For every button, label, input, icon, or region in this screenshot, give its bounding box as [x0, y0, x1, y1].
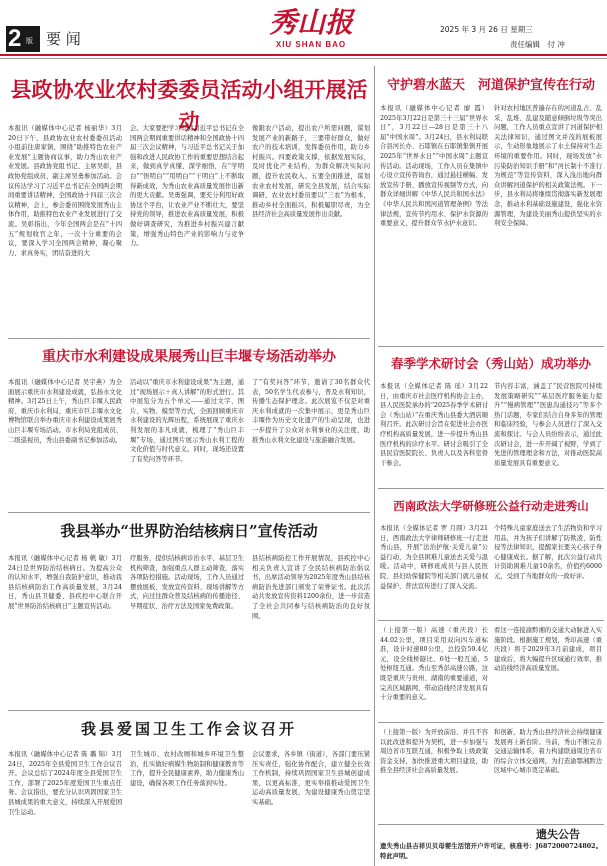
- article6-col2-text: 疗服务，提供结核病诊治水平、基层卫生机构筛查，加强重点人群主动筛查，落实各项防控措施。活动现场，工作人员通过摆放展板、发放宣传资料、现场讲解等方式，向过往群众普及结核病的传播途径、早期症状、治疗方法及国家免费政策。: [130, 555, 244, 610]
- article2-col1: [380, 104, 488, 342]
- page-number-suffix: 版: [26, 37, 33, 45]
- article7-title: 我县爱国卫生工作会议召开: [80, 720, 297, 738]
- masthead-pinyin: XIU SHAN BAO: [275, 40, 347, 49]
- article5-col2-text: 个特殊儿童家庭送去了生活物资和学习用品，并为孩子们讲解了防欺凌、防性侵等法律知识，提醒家长要关心孩子身心健康成长。据了解，此次公益行动共计资助困难儿童10余名，价值约6000元，受到了当地群众的一致好评。: [494, 525, 602, 580]
- article7-col1: [8, 750, 122, 860]
- article3-col3: [252, 378, 370, 508]
- brief-2-text: （上接第一版）为开放前沿、并且不容以此改进和提升为契机，进一步加强与周边省市互联互通，积极争取上级政策资金支持，加快推进重大项目建设，助推全县经济社会高质量发展。: [380, 729, 488, 775]
- article6-col2: [130, 554, 244, 704]
- article6-col3-text: 县结核病防控工作开展情况，县疾控中心相关负责人宣讲了全民结核病防治倡议书，出席活动领导为2025年度秀山县结核病防治先进部门颁发了荣誉证书。此次活动共发放宣传资料1200余份，进一步营造了全社会共同参与结核病防治的良好氛围。: [252, 555, 370, 620]
- brief-4-text: 和创新，助力秀山县经济社会持续健康发展再上新台阶。当前，秀山不断完善交通运输体系，着力构建联通周边省市的综合立体交通网，为打造渝鄂湘黔边区域中心城市奠定基础。: [494, 729, 602, 775]
- brief-3: [494, 626, 602, 718]
- article3-col3-text: 了“有奖问答”环节，邀请了30名群众代表，50名学生代表参与，普及水利知识，传播生态保护理念。此次展览不仅是对重庆水利成就的一次集中展示，更是秀山巨丰堰作为历史文化遗产的生动呈现，也进一步提升了公众对水利事业的关注度，助推秀山水利文化建设与旅游融合发展。: [252, 379, 370, 444]
- issue-date: 2025 年 3 月 26 日 星期三: [440, 25, 533, 34]
- brief-3-text: 看这一连接渝黔湘的交通大动脉进入实施阶段。根据施工规划，秀印高速（重庆段）将于2029年3月前建成，项目建成后，将大幅提升区域通行效率，推动沿线经济高质量发展。: [494, 627, 602, 673]
- editor-credit: 责任编辑 付 冲: [510, 40, 565, 49]
- article7-col3-text: 会议要求，各乡镇（街道）、各部门要压紧压实责任，强化协作配合，建立健全长效工作机制，持续巩固国家卫生县城创建成果，以更高标准、更实举措推动爱国卫生运动高质量发展，为建设健康秀山奠定坚实基础。: [252, 751, 370, 806]
- article5-col2: [494, 524, 602, 616]
- article5-col1-text: 本报讯（全媒体记者 罗 月圆）3月21日，西南政法大学律师研修班一行走进秀山县，开展“法治护航·关爱儿童”公益行动，为全县困难儿童送去关爱与温暖。活动中，研修班成员与县人民医院、县妇幼保健院等相关部门就儿童权益保护、普法宣传进行了深入交流。: [380, 525, 488, 590]
- article7-col2: [130, 750, 244, 860]
- divider-2: [8, 512, 370, 513]
- article6-title: 我县举办“世界防治结核病日”宣传活动: [60, 522, 318, 540]
- article5-col1: [380, 524, 488, 616]
- article4-col2-text: 节内容丰富，涵盖了“民营医院可持续发展策略研究”“基层医疗服务能力提升”“慢病管理”“医患沟通技巧”等多个热门话题，专家们结合自身多年的管理和临床经验，与参会人员进行了深入交流和探讨。与会人员纷纷表示，通过此次研讨会，进一步开阔了视野，学到了先进的管理理念和方法，对推动医院高质量发展具有重要意义。: [494, 383, 602, 467]
- masthead: 秀山报: [268, 6, 353, 39]
- article6-col1-text: 本报讯（融媒体中心记者 杨 帆 敏）3月24日是世界防治结核病日。为提高公众的认知水平，增强自我防护意识，推动我县结核病防治工作高质量发展，3月24日，秀山县卫健委、县疾控中心联合开展“世界防治结核病日”主题宣传活动。: [8, 555, 122, 610]
- divider-4: [378, 346, 604, 347]
- article2-col1-text: 本报讯（融媒体中心记者 廖 霞）2025年3月22日是第三十三届“世界水日”，3月22日—28日是第三十八届“中国水周”。3月24日，县水利局联合县河长办、石耶镇在石耶镇集镇开展2025年“世界水日”“中国水周”主题宣传活动。活动现场，工作人员在集镇中心设立宣传咨询台，通过悬挂横幅、发放宣传手册、播放宣传视频等方式，向群众详细讲解《中华人民共和国水法》《中华人民共和国河道管理条例》等法律法规，宣传节约用水、保护水资源的重要意义，提升群众节水护水意识。: [380, 105, 488, 228]
- article1-col1: [8, 124, 122, 334]
- article3-col2: [130, 378, 244, 508]
- lost-notice-title: 遗失公告: [536, 828, 580, 841]
- header-rule-thin: [0, 58, 607, 59]
- divider-7: [378, 722, 604, 723]
- article4-col1-text: 本报讯（全媒体记者 陈 瑶）3月22日，由重庆市社会医疗机构协会主办，县人民医院承办的“2025春季学术研讨会（秀山站）”在重庆秀山县委大酒店顺利召开。此次研讨会旨在促进社会办医疗机构高质量发展，进一步提升秀山县医疗机构的诊疗水平。研讨会吸引了全县民营医院院长、负责人以及各科室骨干参会。: [380, 383, 488, 467]
- article7-col1-text: 本报讯（融媒体中心记者 陈 璐 锦）3月24日，2025年全县爱国卫生工作会议召开。会议总结了2024年度全县爱国卫生工作，部署了2025年度爱国卫生重点任务。会议指出，要充分认识巩固国家卫生县城成果的重大意义，持续深入开展爱国卫生运动。: [8, 751, 122, 816]
- brief-2: [380, 728, 488, 820]
- article6-col1: [8, 554, 122, 704]
- article7-col2-text: 卫生城市、农村改厕和城乡环境卫生整治，扎实做好病媒生物防制和健康教育等工作，提升全民健康素养，助力健康秀山建设，确保各项工作任务落到实处。: [130, 751, 244, 787]
- brief-1: [380, 626, 488, 718]
- section-title: 要 闻: [46, 30, 81, 48]
- article1-col3: [252, 124, 370, 334]
- divider-5: [378, 488, 604, 489]
- brief-4: [494, 728, 602, 820]
- article4-col1: [380, 382, 488, 484]
- column-divider: [374, 66, 375, 866]
- article1-col2-text: 会。大家要把学习贯彻习近平总书记在全国两会期间重要讲话精神和全国政协十四届三次会议精神，与习近平总书记关于加强和改进人民政协工作的重要思想结合起来，做到真学真懂、深学细悟，在“学明白”“悟明白”“用明白”“干明白”上不断取得新成效，为秀山农业高质量发展作出新的更大贡献。吴勇强调，要充分利用好政协这个平台，让农业产业不断壮大，要坚持党的领导，推进农业高质量发展，积极做好调查研究，为推进乡村振兴建言献策，增强秀山特色产业的影响力与竞争力。: [130, 125, 244, 248]
- divider-6: [378, 620, 604, 621]
- article4-col2: [494, 382, 602, 484]
- lost-notice-text: 遗失秀山县吉祥贝贝母婴生活馆开户许可证，核准号：J6872000724802。特此声明。: [380, 843, 602, 860]
- lost-notice-body: [380, 842, 602, 864]
- header-rule: [0, 54, 607, 56]
- article6-col3: [252, 554, 370, 704]
- article3-col1: [8, 378, 122, 508]
- article1-col1-text: 本报讯（融媒体中心记者 杨丽华）3月20日下午，县政协农业农村委委员活动小组前往唐家镇，围绕“助推特色农业产业发展”主题协商议事，助力秀山农业产业发展。县政协党组书记、主席吴彰，县政协党组成员、副主席吴勇参加活动。会议传达学习了习近平总书记在全国两会期间重要讲话精神，全国政协十四届三次会议精神，会上，参会委员围绕发展秀山主体作用，助推特色农业产业发展进行了交流。吴彰指出，今年全国两会是在“十四五”规划收官之年，一次十分重要的会议，要深入学习全国两会精神，凝心聚力、求真务实，团结奋进的大: [8, 125, 122, 257]
- divider-1: [8, 338, 370, 339]
- article4-title: 春季学术研讨会（秀山站）成功举办: [390, 356, 591, 371]
- article3-title: 重庆市水利建设成果展秀山巨丰堰专场活动举办: [42, 349, 336, 365]
- article7-col3: [252, 750, 370, 860]
- page-number: 2: [8, 25, 22, 52]
- article3-col2-text: 活动以“重庆市水利建设成果”为主题，通过“现场展示＋真人讲解”的形式进行。其中展览分为五个单元——通过文字、图片、实物、模型等方式，全面回顾重庆市水利建设的光辉历程，系统展现了重庆水利发展的非凡成就，梳理了“秀山巨丰堰”专场，通过图片展示秀山水利工程的文化价值与时代意义。同时，现场还设置了有奖问答等环节。: [130, 379, 244, 463]
- article2-col2: [494, 104, 602, 342]
- divider-3: [8, 710, 370, 711]
- article1-col2: [130, 124, 244, 334]
- brief-1-text: （上接第一版）高速（重庆段）长44.02公里，项目采用双向四车道标准，设计时速80公里，总投资59.4亿元，设全线桥隧比、6处一般互通，5处枢纽互通。秀山至秀彭高速公路，这既是重庆与贵州、湖南的重要通道，对完善区域路网、带动沿线经济发展具有十分重要的意义。: [380, 627, 488, 702]
- article2-title: 守护碧水蓝天 河道保护宣传在行动: [386, 78, 595, 93]
- article1-col3-text: 像跟农户活动，提出农户所需问题，谋划发展产业的新路子，三要带好群众，做好农户的技术培训，发挥委员作用，助力乡村振兴。四要政策支撑，依据发展实际，及时优化产业结构，为群众解决实际问题，提升农民收入。五要全面推进，谋划农业农村发展，研究全县发展，结合实际调研，农业农村委员要以“三农”为根本，推动乡村全面振兴，积极履职尽责，为全县经济社会高质量发展作出贡献。: [252, 125, 370, 219]
- article2-col2-text: 针对农村地区普遍存在的河道乱占、乱采、乱堆、乱建及随意倾倒垃圾等突出问题，工作人员重点宣讲了河道保护相关法律知识，通过图文并茂的展板展示，生动形象地展示了水土保持对生态环境的重要作用。同时，现场发放“水污染防治知识手册”和“河长制十不准行为规范”等宣传资料，深入浅出地向群众讲解河道保护的相关政策法规。下一步，县水利局将继续贯彻落实新发展理念，推动水利基础设施建设，强化水资源管理，为建设美丽秀山提供坚实的水利安全保障。: [494, 105, 602, 228]
- article3-col1-text: 本报讯（融媒体中心记者 吴宇燕）为全面展示重庆市水利建设成就，弘扬水文化精神。3月25日上午，秀山巨丰堰人民政府、重庆市水利局、重庆市巨丰堰水文化博物馆联合举办重庆市水利建设成果展秀山巨丰堰专场活动。市水利局党组成员、二级巡视员，秀山县委副书记参加活动。: [8, 379, 122, 444]
- article5-title: 西南政法大学研修班公益行动走进秀山: [393, 499, 589, 513]
- article1-title: 县政协农业农村委委员活动小组开展活动: [10, 77, 368, 134]
